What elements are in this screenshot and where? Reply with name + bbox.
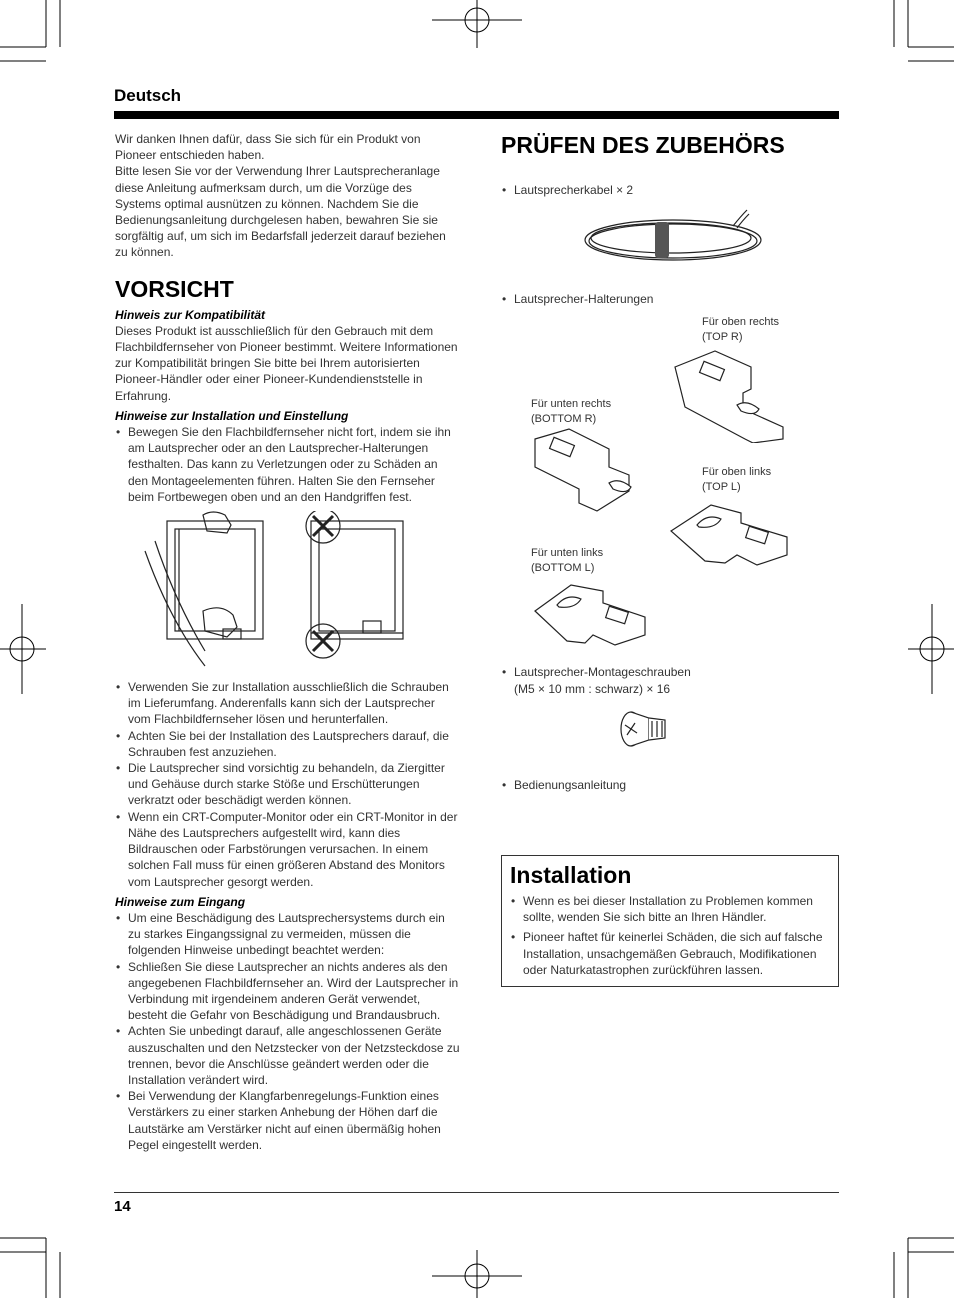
list-item: • Lautsprecher-Montageschrauben (M5 × 10 mm : schwarz) × 16 — [501, 664, 839, 696]
list-item: • Bedienungsanleitung — [501, 777, 839, 793]
list-item: • Schließen Sie diese Lautsprecher an nichts anderes als den angegebenen Flachbildfernseher an. Wird der Lautsprecher in Verbindung mit irgendeinem anderen Gerät verwendet, besteht die Gefahr von Beschädigung und Brandausbruch. — [115, 959, 460, 1024]
top-l-bracket-icon — [667, 497, 793, 567]
list-item: • Bei Verwendung der Klangfarbenregelungs-Funktion eines Verstärkers zu einer starken Anhebung der Höhen darf die Lautstärke am Verstärker nicht auf einen übermäßig hohen Pegel eingestellt werden. — [115, 1088, 460, 1153]
install-list-b — [115, 679, 460, 890]
installation-box — [501, 855, 839, 987]
footer-rule — [114, 1192, 839, 1193]
list-item: • Lautsprecher-Halterungen — [501, 291, 839, 307]
bottom-l-label: Für unten links (BOTTOM L) — [531, 547, 604, 574]
installation-list — [510, 893, 830, 978]
list-item: • Achten Sie unbedingt darauf, alle angeschlossenen Geräte auszuschalten und den Netzstecker von der Netzsteckdose zu trennen, bevor die Anschlüsse geändert werden oder die Installation verändert wird. — [115, 1023, 460, 1088]
list-item: • Wenn es bei dieser Installation zu Problemen kommen sollte, wenden Sie sich bitte an Ihren Händler. — [510, 893, 830, 925]
screws-item — [501, 664, 839, 696]
cable-item — [501, 182, 839, 198]
installation-title: Installation — [510, 862, 632, 889]
intro-paragraph-1: Wir danken Ihnen dafür, dass Sie sich für ein Produkt von Pioneer entschieden haben. — [115, 132, 421, 163]
brackets-figure — [501, 307, 839, 664]
vorsicht-title: VORSICHT — [115, 275, 234, 302]
list-item: • Achten Sie bei der Installation des Lautsprechers darauf, die Schrauben fest anzuziehen. — [115, 728, 460, 760]
input-heading: Hinweise zum Eingang — [115, 894, 246, 909]
page-number: 14 — [114, 1198, 131, 1215]
brackets-item — [501, 291, 839, 307]
list-item: • Lautsprecherkabel × 2 — [501, 182, 839, 198]
list-item: • Wenn ein CRT-Computer-Monitor oder ein CRT-Monitor in der Nähe des Lautsprechers aufgestellt wird, kann dies Bildrauschen oder Farbstörungen verursachen. In einem solchen Fall muss für einen größeren Abstand des Monitors vom Lautsprecher gesorgt werden. — [115, 809, 460, 890]
intro-paragraph-2: Bitte lesen Sie vor der Verwendung Ihrer Lautsprecheranlage diese Anleitung aufmerksam durch, um die Vorzüge des Systems optimal ausnützen zu können. Nachdem Sie die Bedienungsanleitung durchgelesen haben, bewahren Sie sie sorgfältig auf, um sich im Bedarfsfall jederzeit darauf beziehen zu können. — [115, 164, 446, 260]
install-heading: Hinweise zur Installation und Einstellung — [115, 408, 349, 423]
compat-text: Dieses Produkt ist ausschließlich für den Gebrauch mit dem Flachbildfernseher von Pioneer bestimmt. Weitere Informationen zur Kompatibilität bringen Sie bitte bei Ihrem autorisierten Pioneer-Händler oder einer Pioneer-Kundendienststelle in Erfahrung. — [115, 323, 458, 403]
list-item: • Pioneer haftet für keinerlei Schäden, die sich auf falsche Installation, unsachgemäßen Gebrauch, Modifikationen oder Naturkatastrophen zurückführen lassen. — [510, 929, 830, 978]
tv-handling-illustration — [115, 511, 460, 673]
bottom-r-bracket-icon — [529, 425, 659, 521]
top-r-label: Für oben rechts (TOP R) — [702, 316, 780, 343]
language-heading: Deutsch — [114, 86, 182, 105]
manual-item — [501, 777, 839, 793]
top-l-label: Für oben links (TOP L) — [702, 466, 772, 493]
right-column — [501, 131, 839, 987]
list-item: • Verwenden Sie zur Installation ausschließlich die Schrauben im Lieferumfang. Anderenfalls kann sich der Lautsprecher vom Flachbildfernseher lösen und herunterfallen. — [115, 679, 460, 728]
zubehoer-title: PRÜFEN DES ZUBEHÖRS — [501, 132, 785, 158]
screw-icon — [501, 697, 839, 769]
left-column — [115, 131, 460, 1153]
list-item: • Die Lautsprecher sind vorsichtig zu behandeln, da Ziergitter und Gehäuse durch starke Stöße und Erschütterungen verkratzt oder beschädigt werden können. — [115, 760, 460, 809]
install-list-a — [115, 424, 460, 505]
speaker-cable-illustration — [501, 198, 839, 280]
list-item: • Um eine Beschädigung des Lautsprechersystems durch ein zu starkes Eingangssignal zu vermeiden, müssen die folgenden Hinweise unbedingt beachtet werden: — [115, 910, 460, 959]
bottom-l-bracket-icon — [531, 577, 653, 649]
list-item: • Bewegen Sie den Flachbildfernseher nicht fort, indem sie ihn am Lautsprecher oder an den Lautsprecher-Halterungen festhalten. Das kann zu Verletzungen oder zu Schäden an den Montageelementen führen. Halten Sie den Fernseher beim Fortbewegen oben und an den Handgriffen fest. — [115, 424, 460, 505]
input-list — [115, 910, 460, 1153]
bottom-r-label: Für unten rechts (BOTTOM R) — [531, 398, 612, 425]
compat-heading: Hinweis zur Kompatibilität — [115, 307, 266, 322]
top-r-bracket-icon — [667, 347, 799, 443]
header-bar — [114, 111, 839, 119]
